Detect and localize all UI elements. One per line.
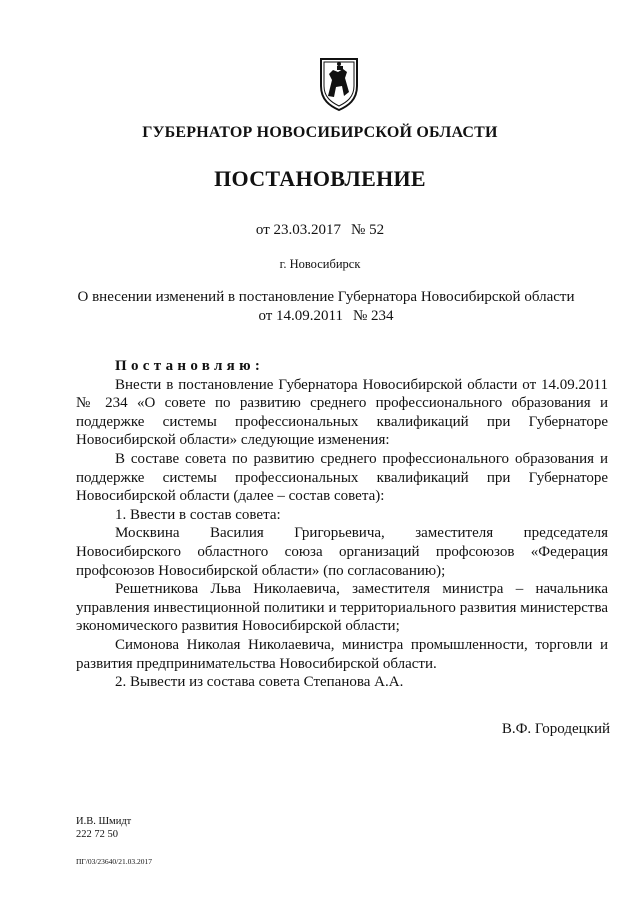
document-number: № 52 (351, 222, 385, 238)
subject-ref-number: № 234 (353, 308, 394, 324)
document-body (76, 357, 608, 692)
executor-name: И.В. Шмидт (76, 816, 132, 827)
subject-line-1: О внесении изменений в постановление Губернатора Новосибирской области (77, 289, 575, 305)
document-subject (60, 288, 592, 326)
body-paragraph: 1. Ввести в состав совета: (115, 506, 281, 523)
document-city: г. Новосибирск (279, 257, 361, 271)
signatory-name: В.Ф. Городецкий (501, 721, 610, 737)
decree-word: Постановляю (115, 358, 255, 374)
executor-phone: 222 72 50 (76, 828, 118, 840)
document-date-number (0, 222, 640, 239)
document-registration-code: ПГ/03/23640/21.03.2017 (76, 857, 153, 866)
body-paragraph: Решетникова Льва Николаевича, заместителя министра – начальника управления инвестиционной политики и территориального развития министерства экономического развития Новосибирской области; (76, 581, 608, 635)
body-paragraph: В составе совета по развитию среднего профессионального образования и поддержке системы профессиональных квалификаций при Губернаторе Новосибирской области (далее – состав совета): (76, 450, 608, 505)
body-paragraph: Москвина Василия Григорьевича, заместителя председателя Новосибирского областного союза организаций профсоюзов «Федерация профсоюзов Новосибирской области» (по согласованию); (76, 525, 608, 579)
body-paragraph: 2. Вывести из состава совета Степанова А.А. (115, 674, 404, 691)
coat-of-arms-icon (318, 56, 360, 112)
decree-colon: : (254, 358, 260, 374)
subject-line-2 (60, 307, 592, 326)
executor-block (76, 816, 131, 841)
decree-heading (76, 357, 608, 376)
subject-ref-date: от 14.09.2011 (258, 308, 343, 324)
document-date: от 23.03.2017 (255, 222, 342, 238)
issuing-authority: ГУБЕРНАТОР НОВОСИБИРСКОЙ ОБЛАСТИ (142, 124, 498, 141)
body-paragraph: Внести в постановление Губернатора Новосибирской области от 14.09.2011 № 234 «О совете по развитию среднего профессионального образования и поддержке системы профессиональных квалификаций при Губернаторе Новосибирской области» следующие изменения: (76, 376, 608, 449)
body-paragraph: Симонова Николая Николаевича, министра промышленности, торговли и развития предпринимательства Новосибирской области. (76, 636, 608, 672)
document-type-title: ПОСТАНОВЛЕНИЕ (214, 166, 426, 191)
